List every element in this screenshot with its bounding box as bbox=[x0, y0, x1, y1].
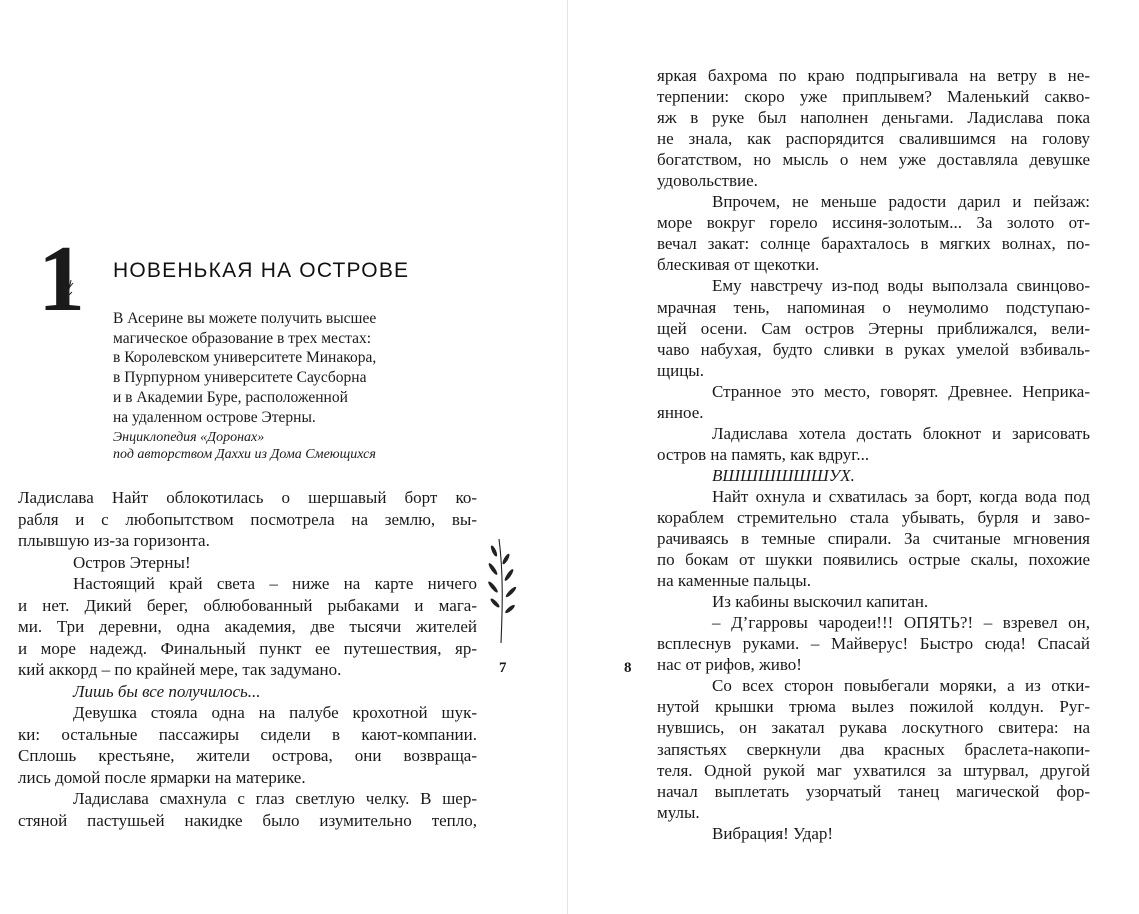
text-line: Вибрация! Удар! bbox=[712, 823, 834, 843]
text-line: остров на память, как вдруг... bbox=[657, 444, 870, 464]
text-line: и нет. Дикий берег, облюбованный рыбаками и мага- bbox=[18, 595, 477, 615]
text-line: мулы. bbox=[657, 802, 700, 822]
text-line: терпении: скоро уже приплывем? Маленький сакво- bbox=[657, 87, 1090, 107]
text-line: кораблем стремительно стала убывать, бурля и заво- bbox=[657, 507, 1090, 527]
text-line: Найт охнула и схватилась за борт, когда вода под bbox=[712, 486, 1090, 506]
text-line: – Д’гарровы чародеи!!! ОПЯТЬ?! – взревел он, bbox=[712, 613, 1090, 633]
chapter-number: 1 bbox=[38, 227, 85, 331]
text-line: на каменные пальцы. bbox=[657, 571, 811, 591]
text-line: нувшись, он закатал рукава лоскутного свитера: на bbox=[657, 718, 1090, 738]
text-line: стяной пастушьей накидке было изумительно тепло, bbox=[18, 810, 477, 830]
text-line: Впрочем, не меньше радости дарил и пейзаж: bbox=[712, 192, 1090, 212]
epigraph-line: в Пурпурном университете Саусборна bbox=[113, 369, 367, 387]
text-line: яркая бахрома по краю подпрыгивала на ветру в не- bbox=[657, 66, 1090, 85]
left-page-text bbox=[18, 487, 477, 831]
text-line: рабля и с любопытством посмотрела на землю, вы- bbox=[18, 509, 477, 529]
text-line: Лишь бы все получилось... bbox=[73, 681, 261, 701]
text-line: плывшую из-за горизонта. bbox=[18, 531, 210, 550]
page-number-right: 8 bbox=[624, 660, 632, 676]
text-line: всплеснув руками. – Майверус! Быстро сюда! Спасай bbox=[657, 634, 1090, 654]
text-line: нас от рифов, живо! bbox=[657, 655, 802, 675]
text-line: Остров Этерны! bbox=[73, 552, 191, 572]
text-line: рачиваясь в темные спирали. За считаные мгновения bbox=[657, 529, 1090, 549]
chapter-title: НОВЕНЬКАЯ НА ОСТРОВЕ bbox=[113, 259, 410, 282]
text-line: Ладислава Найт облокотилась о шершавый борт ко- bbox=[18, 488, 477, 507]
epigraph-line: в Королевском университете Минакора, bbox=[113, 349, 377, 367]
text-line: Ему навстречу из-под воды выползала свинцово- bbox=[712, 276, 1090, 296]
text-line: и море надежд. Финальный пункт ее путешествия, яр- bbox=[18, 638, 477, 658]
page-number-left: 7 bbox=[499, 660, 507, 676]
text-line: Настоящий край света – ниже на карте ничего bbox=[73, 574, 477, 593]
epigraph-line: на удаленном острове Этерны. bbox=[113, 408, 316, 426]
text-line: Из кабины выскочил капитан. bbox=[712, 592, 929, 612]
text-line: ВШШШШШШУХ. bbox=[712, 465, 855, 485]
text-line: вечал закат: солнце барахталось в мягких волнах, по- bbox=[657, 234, 1090, 254]
text-line: мрачная тень, напоминая о неумолимо подступаю- bbox=[657, 297, 1090, 317]
text-line: Ладислава смахнула с глаз светлую челку. В шер- bbox=[73, 789, 477, 808]
text-line: лись домой после ярмарки на материке. bbox=[18, 767, 306, 787]
epigraph-line: Энциклопедия «Доронах» bbox=[113, 430, 265, 446]
epigraph bbox=[113, 309, 376, 463]
text-line: янное. bbox=[657, 402, 704, 422]
text-line: теля. Одной рукой маг ухватился за штурвал, другой bbox=[657, 760, 1090, 780]
text-line: нутой крышки трюма вылез пожилой колдун. Руг- bbox=[657, 697, 1090, 717]
epigraph-line: и в Академии Буре, расположенной bbox=[113, 388, 348, 406]
sprig-small-icon bbox=[62, 278, 76, 304]
right-page bbox=[568, 0, 1139, 914]
text-line: Странное это место, говорят. Древнее. Неприка- bbox=[712, 381, 1090, 401]
text-line: блескивая от щекотки. bbox=[657, 255, 820, 275]
text-line: ми. Три деревни, одна академия, две тысячи жителей bbox=[18, 617, 477, 636]
text-line: море вокруг горело иссиня-золотым... За золото от- bbox=[657, 213, 1090, 233]
text-line: богатством, но мысль о нем уже доставляла девушке bbox=[657, 150, 1090, 170]
text-line: кий аккорд – по крайней мере, так задумано. bbox=[18, 660, 342, 679]
text-line: начал выплетать узорчатый танец магической фор- bbox=[657, 781, 1090, 801]
epigraph-source bbox=[113, 429, 376, 463]
text-line: запястьях сверкнули два красных браслета-накопи- bbox=[657, 739, 1090, 759]
text-line: щицы. bbox=[657, 360, 704, 380]
text-line: не знала, как распорядится свалившимся на голову bbox=[657, 129, 1090, 149]
text-line: удовольствие. bbox=[657, 171, 758, 191]
text-line: ки: остальные пассажиры сидели в кают-компании. bbox=[18, 724, 477, 744]
text-line: яж в руке был наполнен деньгами. Ладислава пока bbox=[657, 108, 1090, 128]
text-line: щей осени. Сам остров Этерны приближался, вели- bbox=[657, 318, 1090, 338]
sprig-ornament-icon bbox=[484, 537, 518, 645]
epigraph-line: В Асерине вы можете получить высшее bbox=[113, 310, 377, 327]
epigraph-line: магическое образование в трех местах: bbox=[113, 329, 372, 347]
text-line: Сплошь крестьяне, жители острова, они возвраща- bbox=[18, 746, 477, 765]
left-page bbox=[0, 0, 567, 914]
text-line: чаво набухая, будто сливки в руках умелой взбиваль- bbox=[657, 339, 1090, 359]
text-line: Ладислава хотела достать блокнот и зарисовать bbox=[712, 423, 1090, 443]
epigraph-line: под авторством Даххи из Дома Смеющихся bbox=[113, 447, 376, 463]
right-page-text bbox=[657, 65, 1090, 844]
text-line: по бокам от шукки появились острые скалы, похожие bbox=[657, 550, 1090, 570]
text-line: Девушка стояла одна на палубе крохотной шук- bbox=[73, 703, 477, 722]
text-line: Со всех сторон повыбегали моряки, а из отки- bbox=[712, 676, 1090, 696]
